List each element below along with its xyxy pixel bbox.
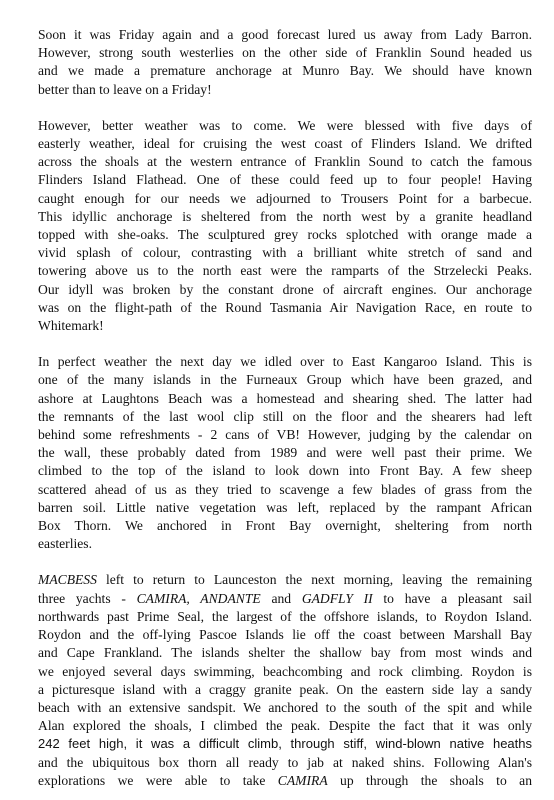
text-run: 242 feet high, it was a difficult climb, through stiff, wind-blown native heaths — [38, 736, 532, 752]
text-run: easterlies. — [38, 536, 92, 552]
text-line — [38, 299, 532, 317]
text-line — [38, 244, 532, 262]
text-line — [38, 171, 532, 189]
text-line — [38, 281, 532, 299]
text-line — [38, 117, 532, 135]
text-run: However, better weather was to come. We were blessed with five days of — [38, 117, 532, 133]
text-line — [38, 353, 532, 371]
paragraph-4 — [38, 571, 532, 789]
text-run: caught enough for our needs we adjourned to Trousers Point for a barbecue. — [38, 190, 532, 206]
document-body — [38, 26, 532, 790]
text-run: In perfect weather the next day we idled over to East Kangaroo Island. This is — [38, 354, 532, 370]
text-line — [38, 517, 532, 535]
vessel-name: CAMIRA — [277, 772, 328, 788]
text-run: up through the shoals to an — [327, 772, 532, 788]
text-line — [38, 681, 532, 699]
text-line — [38, 153, 532, 171]
text-line — [38, 717, 532, 735]
text-line — [38, 735, 532, 753]
text-run: the remnants of the last wool clip still on the floor and the shearers had left — [38, 408, 532, 424]
text-run: Box Thorn. We anchored in Front Bay overnight, sheltering from north — [38, 518, 532, 534]
paragraph-1 — [38, 26, 532, 99]
text-run: explorations we were able to take — [38, 772, 278, 788]
text-line — [38, 390, 532, 408]
text-run: better than to leave on a Friday! — [38, 81, 212, 97]
text-line — [38, 626, 532, 644]
text-run: was on the flight-path of the Round Tasmania Air Navigation Race, en route to — [38, 299, 532, 315]
text-run: However, strong south westerlies on the other side of Franklin Sound headed us — [38, 45, 532, 61]
text-run: left to return to Launceston the next morning, leaving the remaining — [96, 572, 532, 588]
text-run: easterly weather, ideal for cruising the west coast of Flinders Island. We drifted — [38, 136, 532, 152]
text-line — [38, 571, 532, 589]
text-run: three yachts - — [38, 590, 137, 606]
text-run: Flinders Island Flathead. One of these could feed up to four people! Having — [38, 172, 532, 188]
text-line — [38, 699, 532, 717]
text-run: barren soil. Little native vegetation was left, replaced by the rampant African — [38, 499, 532, 515]
text-line — [38, 535, 532, 553]
text-run: and Cape Frankland. The islands shelter the shallow bay from most winds and — [38, 645, 532, 661]
text-line — [38, 371, 532, 389]
text-run: across the shoals at the western entrance of Franklin Sound to catch the famous — [38, 154, 532, 170]
text-run: climbed to the top of the island to look down into Front Bay. A few sheep — [38, 463, 532, 479]
vessel-name: MACBESS — [38, 572, 97, 588]
text-run: northwards past Prime Seal, the largest of the offshore islands, to Roydon Island. — [38, 608, 532, 624]
text-run: This idyllic anchorage is sheltered from the north west by a granite headland — [38, 208, 532, 224]
text-line — [38, 81, 532, 99]
text-line — [38, 754, 532, 772]
text-line — [38, 608, 532, 626]
text-line — [38, 408, 532, 426]
text-run: Roydon and the off-lying Pascoe Islands lie off the coast between Marshall Bay — [38, 627, 532, 643]
text-run: we enjoyed several days swimming, beachcombing and rock climbing. Roydon is — [38, 663, 532, 679]
text-run: and the ubiquitous box thorn all ready to jab at naked shins. Following Alan's — [38, 754, 532, 770]
text-line — [38, 190, 532, 208]
text-line — [38, 44, 532, 62]
text-line — [38, 444, 532, 462]
text-line — [38, 590, 532, 608]
text-run: vivid splash of colour, contrasting with a brilliant white stretch of sand and — [38, 245, 532, 261]
text-run: Whitemark! — [38, 318, 104, 334]
text-line — [38, 317, 532, 335]
text-line — [38, 462, 532, 480]
text-run: scattered ahead of us as they tried to scavenge a few blades of grass from the — [38, 481, 532, 497]
text-run: ashore at Laughtons Beach was a homestead and shearing shed. The latter had — [38, 390, 532, 406]
text-line — [38, 772, 532, 790]
text-line — [38, 663, 532, 681]
paragraph-2 — [38, 117, 532, 335]
text-run: a picturesque island with a craggy granite peak. On the eastern side lay a sandy — [38, 681, 532, 697]
text-line — [38, 226, 532, 244]
text-line — [38, 262, 532, 280]
paragraph-3 — [38, 353, 532, 553]
text-line — [38, 426, 532, 444]
vessel-name: CAMIRA, ANDANTE — [136, 590, 261, 606]
text-run: the wall, these probably dated from 1989 and were well past their prime. We — [38, 445, 532, 461]
text-run: beach with an extensive sandspit. We anchored to the south of the spit and while — [38, 699, 532, 715]
text-line — [38, 481, 532, 499]
text-line — [38, 26, 532, 44]
text-run: Alan explored the shoals, I climbed the peak. Despite the fact that it was only — [38, 718, 532, 734]
text-line — [38, 62, 532, 80]
text-run: and — [260, 590, 302, 606]
text-line — [38, 208, 532, 226]
text-run: topped with she-oaks. The sculptured grey rocks splotched with orange made a — [38, 227, 532, 243]
text-line — [38, 135, 532, 153]
text-run: Our idyll was broken by the constant drone of aircraft engines. Our anchorage — [38, 281, 532, 297]
text-run: one of the many islands in the Furneaux Group which have been grazed, and — [38, 372, 532, 388]
text-line — [38, 499, 532, 517]
text-run: Soon it was Friday again and a good forecast lured us away from Lady Barron. — [38, 27, 532, 42]
text-run: to have a pleasant sail — [372, 590, 532, 606]
vessel-name: GADFLY II — [301, 590, 373, 606]
text-run: behind some refreshments - 2 cans of VB! However, judging by the calendar on — [38, 427, 532, 443]
text-line — [38, 644, 532, 662]
text-run: towering above us to the north east were the ramparts of the Strzelecki Peaks. — [38, 263, 532, 279]
text-run: and we made a premature anchorage at Munro Bay. We should have known — [38, 63, 532, 79]
